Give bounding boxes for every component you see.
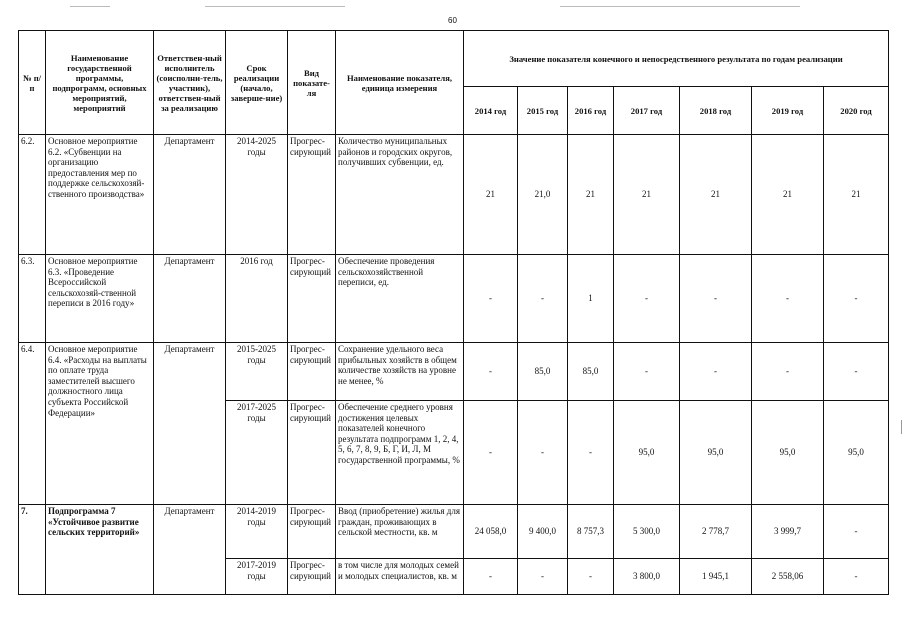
row-executor: Департамент <box>154 505 226 595</box>
table-row <box>19 505 889 559</box>
row-value: 85,0 <box>568 343 614 401</box>
row-value: 95,0 <box>752 401 824 505</box>
row-period: 2017-2025 годы <box>226 401 288 505</box>
row-value: - <box>464 343 518 401</box>
header-year: 2018 год <box>680 87 752 135</box>
scan-artifact-mark <box>901 420 902 434</box>
row-value: - <box>680 255 752 343</box>
row-type: Прогрес-сирующий <box>288 135 336 255</box>
header-num: № п/п <box>19 31 46 135</box>
row-value: - <box>568 559 614 595</box>
row-value: 21 <box>680 135 752 255</box>
table-row <box>19 135 889 255</box>
row-indicator: в том числе для молодых семей и молодых специалистов, кв. м <box>336 559 464 595</box>
row-num: 6.3. <box>19 255 46 343</box>
row-value: 3 800,0 <box>614 559 680 595</box>
row-value: - <box>752 343 824 401</box>
header-year: 2020 год <box>824 87 889 135</box>
row-value: - <box>824 559 889 595</box>
page-number: 60 <box>448 16 457 25</box>
row-period: 2015-2025 годы <box>226 343 288 401</box>
scan-artifact-line <box>70 6 110 7</box>
row-executor: Департамент <box>154 343 226 505</box>
row-value: 21 <box>568 135 614 255</box>
row-period: 2017-2019 годы <box>226 559 288 595</box>
row-type: Прогрес-сирующий <box>288 401 336 505</box>
row-period: 2014-2025 годы <box>226 135 288 255</box>
row-name: Подпрограмма 7 «Устойчивое развитие сельских территорий» <box>46 505 154 595</box>
scan-artifact-line <box>205 6 345 7</box>
row-value: - <box>614 255 680 343</box>
row-value: 5 300,0 <box>614 505 680 559</box>
row-value: - <box>464 255 518 343</box>
header-year: 2019 год <box>752 87 824 135</box>
header-year: 2014 год <box>464 87 518 135</box>
row-value: 1 945,1 <box>680 559 752 595</box>
scan-artifact-line <box>560 6 800 7</box>
row-value: 2 778,7 <box>680 505 752 559</box>
header-executor: Ответствен-ный исполнитель (соисполни-тель, участник), ответствен-ный за реализацию <box>154 31 226 135</box>
header-values-title: Значение показателя конечного и непосредственного результата по годам реализации <box>464 31 889 87</box>
row-indicator: Количество муниципальных районов и городских округов, получивших субвенции, ед. <box>336 135 464 255</box>
header-indicator: Наименование показателя, единица измерения <box>336 31 464 135</box>
row-indicator: Обеспечение среднего уровня достижения целевых показателей конечного результата подпрограмм 1, 2, 4, 5, 6, 7, 8, 9, Б, Г, И, Л, М государственной программы, % <box>336 401 464 505</box>
header-year: 2017 год <box>614 87 680 135</box>
table-row <box>19 255 889 343</box>
row-name: Основное мероприятие 6.4. «Расходы на выплаты по оплате труда заместителей высшего должностного лица субъекта Российской Федерации» <box>46 343 154 505</box>
row-value: - <box>680 343 752 401</box>
header-type: Вид показате-ля <box>288 31 336 135</box>
header-row-1 <box>19 31 889 87</box>
row-value: 21 <box>824 135 889 255</box>
row-num: 7. <box>19 505 46 595</box>
row-value: 95,0 <box>680 401 752 505</box>
row-period: 2016 год <box>226 255 288 343</box>
row-executor: Департамент <box>154 135 226 255</box>
row-value: - <box>824 505 889 559</box>
row-value: 95,0 <box>824 401 889 505</box>
row-value: 95,0 <box>614 401 680 505</box>
row-value: - <box>614 343 680 401</box>
row-value: 9 400,0 <box>518 505 568 559</box>
row-period: 2014-2019 годы <box>226 505 288 559</box>
row-num: 6.2. <box>19 135 46 255</box>
row-value: 24 058,0 <box>464 505 518 559</box>
row-value: - <box>464 401 518 505</box>
row-type: Прогрес-сирующий <box>288 255 336 343</box>
row-value: - <box>464 559 518 595</box>
row-indicator: Сохранение удельного веса прибыльных хозяйств в общем количестве хозяйств на уровне не менее, % <box>336 343 464 401</box>
row-value: - <box>518 401 568 505</box>
row-value: 8 757,3 <box>568 505 614 559</box>
header-year: 2015 год <box>518 87 568 135</box>
row-name: Основное мероприятие 6.3. «Проведение Всероссийской сельскохозяй-ственной переписи в 2016 году» <box>46 255 154 343</box>
row-indicator: Обеспечение проведения сельскохозяйственной переписи, ед. <box>336 255 464 343</box>
row-value: 2 558,06 <box>752 559 824 595</box>
row-value: - <box>752 255 824 343</box>
row-executor: Департамент <box>154 255 226 343</box>
row-type: Прогрес-сирующий <box>288 505 336 559</box>
row-value: 85,0 <box>518 343 568 401</box>
row-value: - <box>518 255 568 343</box>
row-value: - <box>824 343 889 401</box>
row-value: 3 999,7 <box>752 505 824 559</box>
row-value: - <box>568 401 614 505</box>
table-row <box>19 343 889 401</box>
row-type: Прогрес-сирующий <box>288 343 336 401</box>
row-value: 1 <box>568 255 614 343</box>
row-type: Прогрес-сирующий <box>288 559 336 595</box>
header-period: Срок реализации (начало, заверше-ние) <box>226 31 288 135</box>
row-indicator: Ввод (приобретение) жилья для граждан, проживающих в сельской местности, кв. м <box>336 505 464 559</box>
indicators-table <box>18 30 889 595</box>
row-value: 21 <box>614 135 680 255</box>
row-name: Основное мероприятие 6.2. «Субвенции на организацию предоставления мер по поддержке сельскохозяй-ственного производства» <box>46 135 154 255</box>
row-num: 6.4. <box>19 343 46 505</box>
row-value: 21,0 <box>518 135 568 255</box>
row-value: 21 <box>752 135 824 255</box>
header-year: 2016 год <box>568 87 614 135</box>
header-name: Наименование государственной программы, подпрограмм, основных мероприятий, мероприятий <box>46 31 154 135</box>
row-value: - <box>824 255 889 343</box>
row-value: - <box>518 559 568 595</box>
row-value: 21 <box>464 135 518 255</box>
